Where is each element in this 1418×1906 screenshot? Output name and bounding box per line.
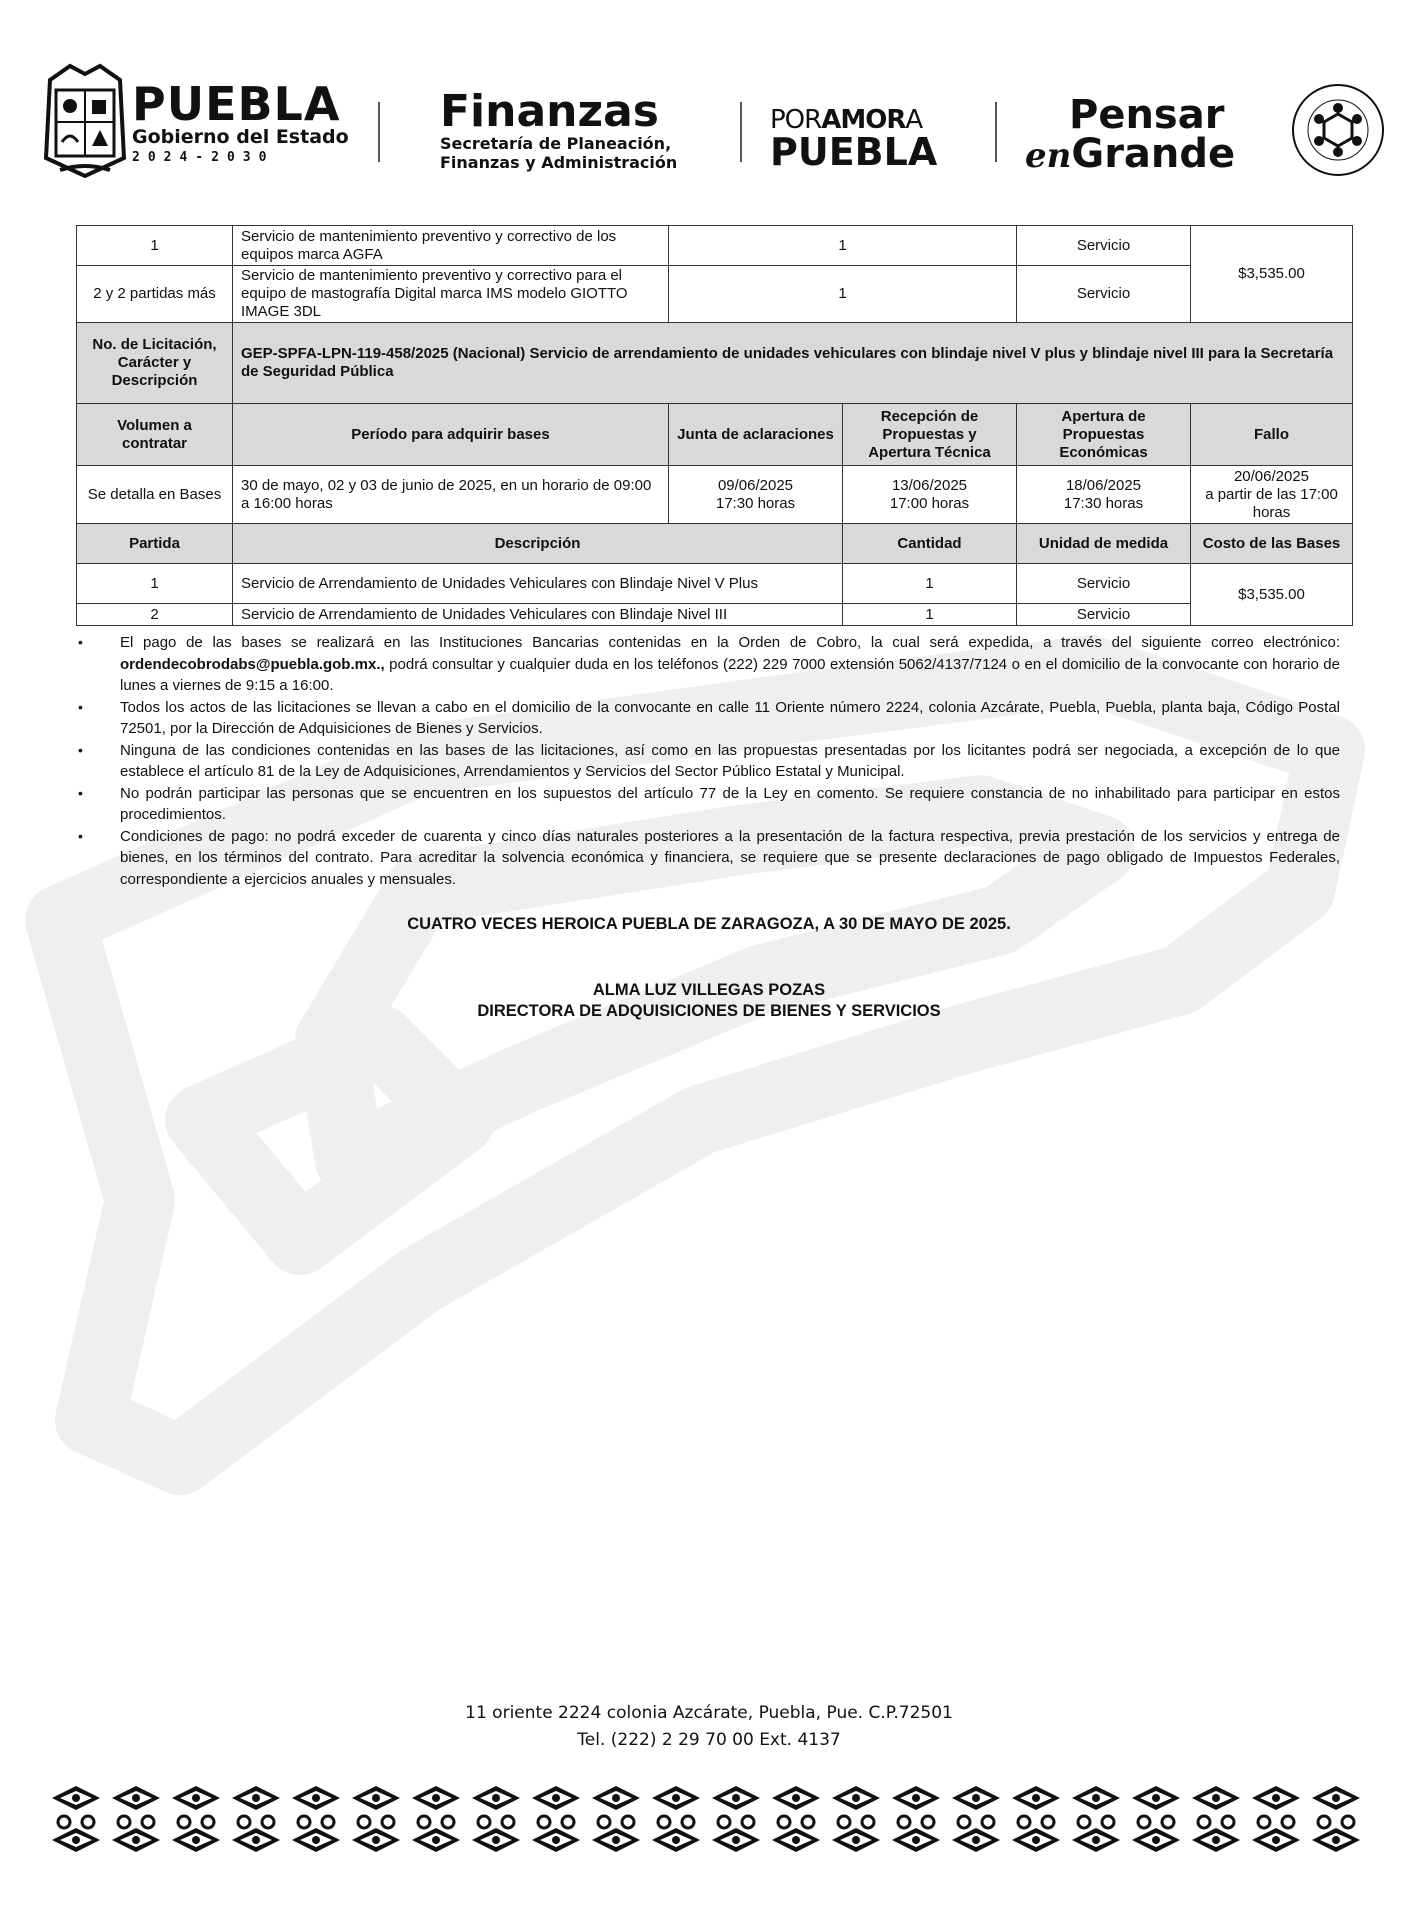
- decorative-pattern-border: [46, 1782, 1372, 1856]
- partida-cell: 1: [77, 226, 233, 266]
- junta-header: Junta de aclaraciones: [669, 404, 843, 466]
- amor-a: A: [905, 105, 923, 135]
- bullet-icon: •: [78, 634, 83, 650]
- pattern-motif-icon: [1072, 1786, 1120, 1852]
- unidad-cell: Servicio: [1017, 604, 1191, 626]
- fallo-date: 20/06/2025: [1233, 467, 1310, 485]
- cantidad-header: Cantidad: [843, 524, 1017, 564]
- signer-title: DIRECTORA DE ADQUISICIONES DE BIENES Y SERVICIOS: [477, 1002, 941, 1020]
- costo-header: Costo de las Bases: [1191, 524, 1353, 564]
- bullet-icon: •: [78, 784, 83, 801]
- bullet-text: El pago de las bases se realizará en las Instituciones Bancarias contenidas en la Orden de Cobro, la cual será expedida, a través del siguiente correo electrónico:: [120, 634, 1340, 651]
- volumen-cell: Se detalla en Bases: [77, 466, 233, 524]
- pattern-motif-icon: [1192, 1786, 1240, 1852]
- cantidad-cell: 1: [843, 564, 1017, 604]
- list-item: [78, 826, 1340, 891]
- bullet-text: Condiciones de pago: no podrá exceder de cuarenta y cinco días naturales posteriores a la presentación de la factura respectiva, previa prestación de los servicios y entrega de bienes, en los términos del contrato. Para acreditar la solvencia económica y financiera, se requiere que se presente declaraciones de pago obligado de Impuestos Federales, correspondiente a ejercicios anuales y mensuales.: [120, 827, 1340, 888]
- puebla-logo: [132, 77, 349, 165]
- header-divider: [740, 102, 742, 162]
- pattern-motif-icon: [1132, 1786, 1180, 1852]
- apertura-date: 18/06/2025: [1065, 476, 1142, 494]
- partida-header: Partida: [77, 524, 233, 564]
- costo-cell: $3,535.00: [1191, 226, 1353, 323]
- pattern-motif-icon: [1312, 1786, 1360, 1852]
- periodo-header: Período para adquirir bases: [233, 404, 669, 466]
- descripcion-cell: Servicio de Arrendamiento de Unidades Vehiculares con Blindaje Nivel III: [233, 604, 843, 626]
- header-divider: [995, 102, 997, 162]
- costo-cell: $3,535.00: [1191, 564, 1353, 626]
- fallo-cell: [1191, 466, 1353, 524]
- list-item: [78, 740, 1340, 783]
- licitacion-table: [76, 225, 1353, 626]
- bullet-icon: •: [78, 827, 83, 844]
- finanzas-subtitle-1: Secretaría de Planeación,: [440, 134, 672, 153]
- partida-cell: 2 y 2 partidas más: [77, 266, 233, 323]
- table-row: [77, 604, 1353, 626]
- table-row: [77, 266, 1353, 323]
- page-header: [40, 62, 1400, 182]
- pattern-motif-icon: [1012, 1786, 1060, 1852]
- table-row: [77, 564, 1353, 604]
- bullet-text: podrá consultar y cualquier duda en los teléfonos (222) 229 7000 extensión 5062/4137/7124 o en el domicilio de la convocante con horario de lunes a viernes de 9:15 a 16:00.: [120, 655, 1340, 694]
- finanzas-logo: [440, 86, 678, 172]
- footer-address: 11 oriente 2224 colonia Azcárate, Puebla, Pue. C.P.72501: [465, 1703, 953, 1723]
- junta-cell: [669, 466, 843, 524]
- junta-date: 09/06/2025: [717, 476, 794, 494]
- pensar-text: Pensar: [1069, 92, 1225, 138]
- por-amor-a-puebla-logo: [770, 105, 938, 174]
- unidad-header: Unidad de medida: [1017, 524, 1191, 564]
- pattern-motif-icon: [472, 1786, 520, 1852]
- puebla-years: 2024-2030: [132, 150, 275, 165]
- amor-por: POR: [770, 105, 822, 135]
- licitacion-row: [77, 323, 1353, 404]
- amor-amor: AMOR: [821, 105, 906, 135]
- partida-cell: 2: [77, 604, 233, 626]
- puebla-subtitle: Gobierno del Estado: [132, 126, 349, 148]
- pattern-motif-icon: [532, 1786, 580, 1852]
- licitacion-label: No. de Licitación, Carácter y Descripción: [77, 323, 233, 404]
- puebla-coat-of-arms-icon: [40, 62, 130, 178]
- conditions-list: [78, 632, 1340, 890]
- pattern-motif-icon: [1252, 1786, 1300, 1852]
- norma-igualdad-seal-icon: [1290, 82, 1386, 178]
- pattern-motif-icon: [292, 1786, 340, 1852]
- apertura-header: Apertura de Propuestas Económicas: [1017, 404, 1191, 466]
- pattern-motif-icon: [652, 1786, 700, 1852]
- table-row: [77, 226, 1353, 266]
- descripcion-cell: Servicio de mantenimiento preventivo y correctivo de los equipos marca AGFA: [233, 226, 669, 266]
- place-date-line: CUATRO VECES HEROICA PUEBLA DE ZARAGOZA, A 30 DE MAYO DE 2025.: [407, 915, 1011, 933]
- schedule-row: [77, 466, 1353, 524]
- cantidad-cell: 1: [843, 604, 1017, 626]
- cantidad-cell: 1: [669, 266, 1017, 323]
- en-text: en: [1025, 136, 1072, 176]
- apertura-cell: [1017, 466, 1191, 524]
- list-item: [78, 697, 1340, 740]
- fallo-header: Fallo: [1191, 404, 1353, 466]
- pattern-motif-icon: [112, 1786, 160, 1852]
- licitacion-value: GEP-SPFA-LPN-119-458/2025 (Nacional) Servicio de arrendamiento de unidades vehiculares con blindaje nivel V plus y blindaje nivel III para la Secretaría de Seguridad Pública: [233, 323, 1353, 404]
- junta-time: 17:30 horas: [715, 494, 796, 512]
- unidad-cell: Servicio: [1017, 266, 1191, 323]
- items-header-row: [77, 524, 1353, 564]
- unidad-cell: Servicio: [1017, 564, 1191, 604]
- signature-block: [0, 980, 1418, 1022]
- pattern-motif-icon: [52, 1786, 100, 1852]
- finanzas-title: Finanzas: [440, 86, 659, 137]
- footer-contact: [0, 1700, 1418, 1754]
- volumen-header: Volumen a contratar: [77, 404, 233, 466]
- pattern-motif-icon: [352, 1786, 400, 1852]
- footer-phone: Tel. (222) 2 29 70 00 Ext. 4137: [577, 1730, 841, 1750]
- recepcion-header: Recepción de Propuestas y Apertura Técnica: [843, 404, 1017, 466]
- pattern-motif-icon: [952, 1786, 1000, 1852]
- descripcion-cell: Servicio de Arrendamiento de Unidades Vehiculares con Blindaje Nivel V Plus: [233, 564, 843, 604]
- periodo-cell: 30 de mayo, 02 y 03 de junio de 2025, en un horario de 09:00 a 16:00 horas: [233, 466, 669, 524]
- bullet-icon: •: [78, 741, 83, 758]
- bullet-text: Ninguna de las condiciones contenidas en las bases de las licitaciones, así como en las propuestas presentadas por los licitantes podrá ser negociada, a excepción de lo que establece el artículo 81 de la Ley de Adquisiciones, Arrendamientos y Servicios del Sector Público Estatal y Municipal.: [120, 741, 1340, 780]
- partida-cell: 1: [77, 564, 233, 604]
- descripcion-cell: Servicio de mantenimiento preventivo y correctivo para el equipo de mastografía Digital marca IMS modelo GIOTTO IMAGE 3DL: [233, 266, 669, 323]
- list-item: [78, 632, 1340, 697]
- pattern-motif-icon: [412, 1786, 460, 1852]
- pattern-motif-icon: [772, 1786, 820, 1852]
- amor-puebla: PUEBLA: [770, 130, 938, 174]
- grande-text: Grande: [1071, 131, 1236, 177]
- header-divider: [378, 102, 380, 162]
- pattern-motif-icon: [592, 1786, 640, 1852]
- recepcion-date: 13/06/2025: [891, 476, 968, 494]
- pattern-motif-icon: [232, 1786, 280, 1852]
- recepcion-cell: [843, 466, 1017, 524]
- descripcion-header: Descripción: [233, 524, 843, 564]
- pattern-motif-icon: [172, 1786, 220, 1852]
- puebla-title: PUEBLA: [132, 77, 341, 131]
- finanzas-subtitle-2: Finanzas y Administración: [440, 153, 678, 172]
- signer-name: ALMA LUZ VILLEGAS POZAS: [592, 981, 826, 999]
- unidad-cell: Servicio: [1017, 226, 1191, 266]
- bullet-text: No podrán participar las personas que se encuentren en los supuestos del artículo 77 de la Ley en comento. Se requiere constancia de no inhabilitado para participar en estos procedimientos.: [120, 784, 1340, 823]
- pattern-motif-icon: [832, 1786, 880, 1852]
- pattern-motif-icon: [892, 1786, 940, 1852]
- list-item: [78, 783, 1340, 826]
- pensar-en-grande-logo: [1025, 92, 1236, 177]
- pattern-motif-icon: [712, 1786, 760, 1852]
- recepcion-time: 17:00 horas: [889, 494, 970, 512]
- fallo-time: a partir de las 17:00 horas: [1205, 485, 1338, 521]
- email-link[interactable]: ordendecobrodabs@puebla.gob.mx.,: [120, 655, 385, 673]
- bullet-text: Todos los actos de las licitaciones se llevan a cabo en el domicilio de la convocante en calle 11 Oriente número 2224, colonia Azcárate, Puebla, Puebla, planta baja, Código Postal 72501, por la Dirección de Adquisiciones de Bienes y Servicios.: [120, 698, 1340, 737]
- bullet-icon: •: [78, 698, 83, 715]
- cantidad-cell: 1: [669, 226, 1017, 266]
- apertura-time: 17:30 horas: [1063, 494, 1144, 512]
- schedule-header-row: [77, 404, 1353, 466]
